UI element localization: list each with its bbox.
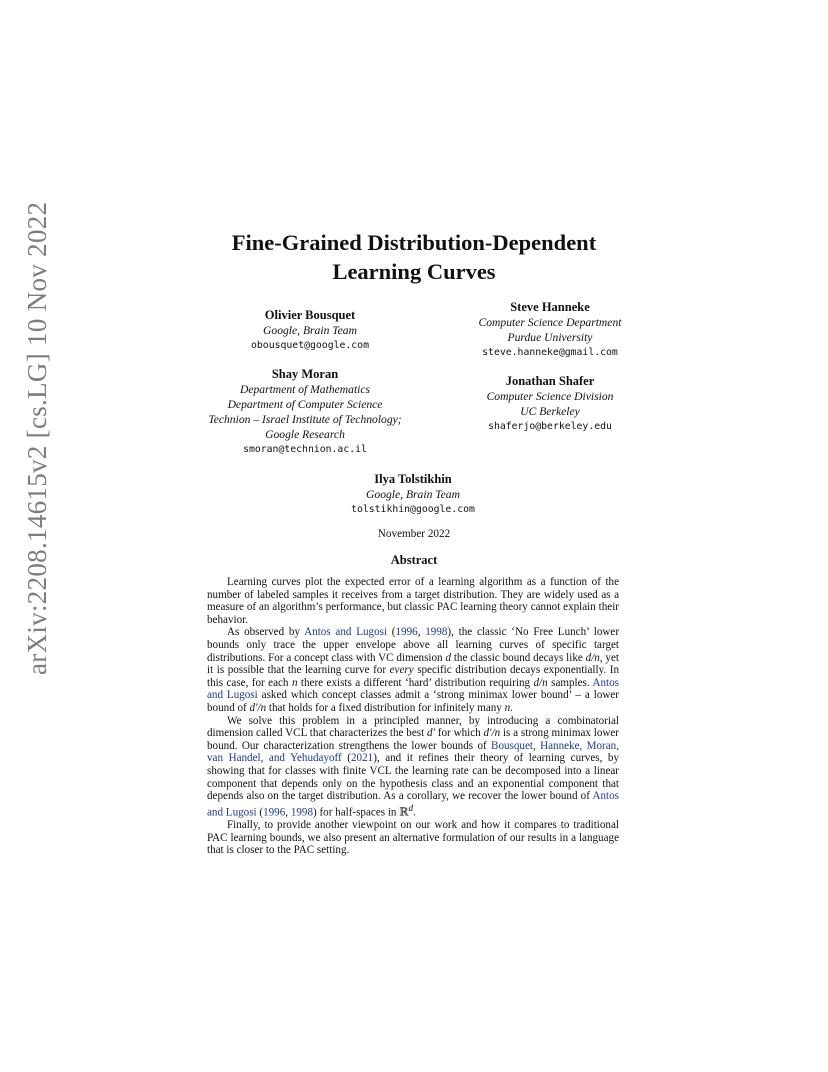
author-affiliation: Google, Brain Team xyxy=(366,488,460,501)
title-line-2: Learning Curves xyxy=(332,259,496,284)
text: . xyxy=(510,701,513,714)
author-name: Ilya Tolstikhin xyxy=(374,472,452,486)
author-email[interactable]: obousquet@google.com xyxy=(251,340,369,351)
abstract-paragraph-1: Learning curves plot the expected error of a learning algorithm as a function of the number of labeled samples it receives from a target distribution. They are widely used as a measure of an algorithm’s performance, but classic PAC learning theory cannot explain their behavior. xyxy=(207,576,619,626)
math: d xyxy=(445,651,451,664)
text: . xyxy=(413,806,416,819)
author-affiliation: Google Research xyxy=(265,428,345,441)
text: the classic bound decays like xyxy=(450,651,586,664)
text: ) for half-spaces in xyxy=(313,806,400,819)
math: d′/n xyxy=(249,701,267,714)
math: d′ xyxy=(427,727,435,740)
math: n xyxy=(291,676,298,689)
arxiv-identifier: arXiv:2208.14615v2 [cs.LG] 10 Nov 2022 xyxy=(22,201,52,675)
author-tolstikhin xyxy=(313,471,513,517)
author-email[interactable]: shaferjo@berkeley.edu xyxy=(488,421,612,432)
author-affiliation: Technion – Israel Institute of Technology; xyxy=(208,413,402,426)
math: d/n xyxy=(533,676,548,689)
math-reals: ℝ xyxy=(399,806,409,819)
text: ), the classic ‘No Free Lunch’ lower bounds only trace the upper envelope above all learning curves of specific target distributions. For a concept class with VC dimension xyxy=(207,626,620,664)
author-affiliation: Google, Brain Team xyxy=(263,324,357,337)
abstract-paragraph-2 xyxy=(207,626,619,714)
text: , yet it is possible that the learning curve for xyxy=(207,651,619,677)
paper-title xyxy=(0,228,828,286)
citation-link[interactable]: Antos and Lugosi xyxy=(207,676,619,702)
text: , xyxy=(285,806,291,819)
text: specific distribution decays exponentially. In this case, for each xyxy=(207,664,619,689)
text: samples. xyxy=(547,676,593,689)
author-affiliation: Computer Science Division xyxy=(486,390,614,403)
math: d/n xyxy=(585,651,600,664)
math-superscript: d xyxy=(408,803,414,814)
author-email[interactable]: tolstikhin@google.com xyxy=(351,504,475,515)
citation-link[interactable]: Antos and Lugosi xyxy=(207,790,619,819)
abstract-body xyxy=(207,576,619,857)
author-name: Shay Moran xyxy=(271,367,339,381)
text: We solve this problem in a principled manner, by introducing a combinatorial dimension called VCL that characterizes the best xyxy=(207,714,619,740)
citation-link[interactable]: Bousquet, Hanneke, Moran, van Handel, and Yehudayoff xyxy=(207,739,619,765)
title-line-1: Fine-Grained Distribution-Dependent xyxy=(231,230,597,255)
author-affiliation: Department of Mathematics xyxy=(239,383,371,396)
author-moran xyxy=(175,366,435,457)
author-name: Jonathan Shafer xyxy=(505,374,595,388)
publication-date: November 2022 xyxy=(377,528,451,540)
author-affiliation: Department of Computer Science xyxy=(227,398,383,411)
abstract-heading: Abstract xyxy=(390,553,438,567)
citation-link[interactable]: 1996 xyxy=(395,626,418,639)
author-name: Steve Hanneke xyxy=(510,300,590,314)
author-email[interactable]: steve.hanneke@gmail.com xyxy=(482,347,618,358)
citation-link[interactable]: 2021 xyxy=(351,752,374,765)
author-email[interactable]: smoran@technion.ac.il xyxy=(243,444,367,455)
text: for which xyxy=(434,727,484,740)
text: is a strong minimax lower bound. Our characterization strengthens the lower bounds of xyxy=(207,727,620,752)
text: , xyxy=(417,626,426,639)
math: d′/n xyxy=(483,727,501,740)
author-affiliation: Purdue University xyxy=(507,331,593,344)
author-shafer xyxy=(430,373,670,434)
author-affiliation: UC Berkeley xyxy=(520,405,580,418)
text: As observed by xyxy=(227,626,305,639)
text: ( xyxy=(341,752,351,765)
author-affiliation: Computer Science Department xyxy=(478,316,622,329)
author-name: Olivier Bousquet xyxy=(264,308,356,322)
author-hanneke xyxy=(430,299,670,360)
text: ), and it refines their theory of learning curves, by showing that for classes with finite VCL the learning rate can be decomposed into a linear component that depends only on the hypothesis class and an exponential component that depends also on the target distribution. As a corollary, we recover the lower bound of xyxy=(207,752,620,803)
text: asked which concept classes admit a ‘strong minimax lower bound’ – a lower bound of xyxy=(207,689,619,714)
text: that holds for a fixed distribution for infinitely many xyxy=(266,701,505,714)
citation-link[interactable]: 1996 xyxy=(263,806,286,819)
citation-link[interactable]: 1998 xyxy=(425,626,448,639)
citation-link[interactable]: Antos and Lugosi xyxy=(304,626,388,639)
citation-link[interactable]: 1998 xyxy=(290,806,313,819)
text: ( xyxy=(387,626,396,639)
abstract-paragraph-4: Finally, to provide another viewpoint on our work and how it compares to traditional PAC learning bounds, we also present an alternative formulation of our results in a language that is closer to the PAC setting. xyxy=(207,818,619,857)
author-bousquet xyxy=(210,307,410,353)
emphasis: every xyxy=(389,664,414,677)
abstract-paragraph-3 xyxy=(207,715,619,819)
math: n xyxy=(504,701,511,714)
text: there exists a different ‘hard’ distribution requiring xyxy=(297,676,534,689)
text: ( xyxy=(256,806,264,819)
